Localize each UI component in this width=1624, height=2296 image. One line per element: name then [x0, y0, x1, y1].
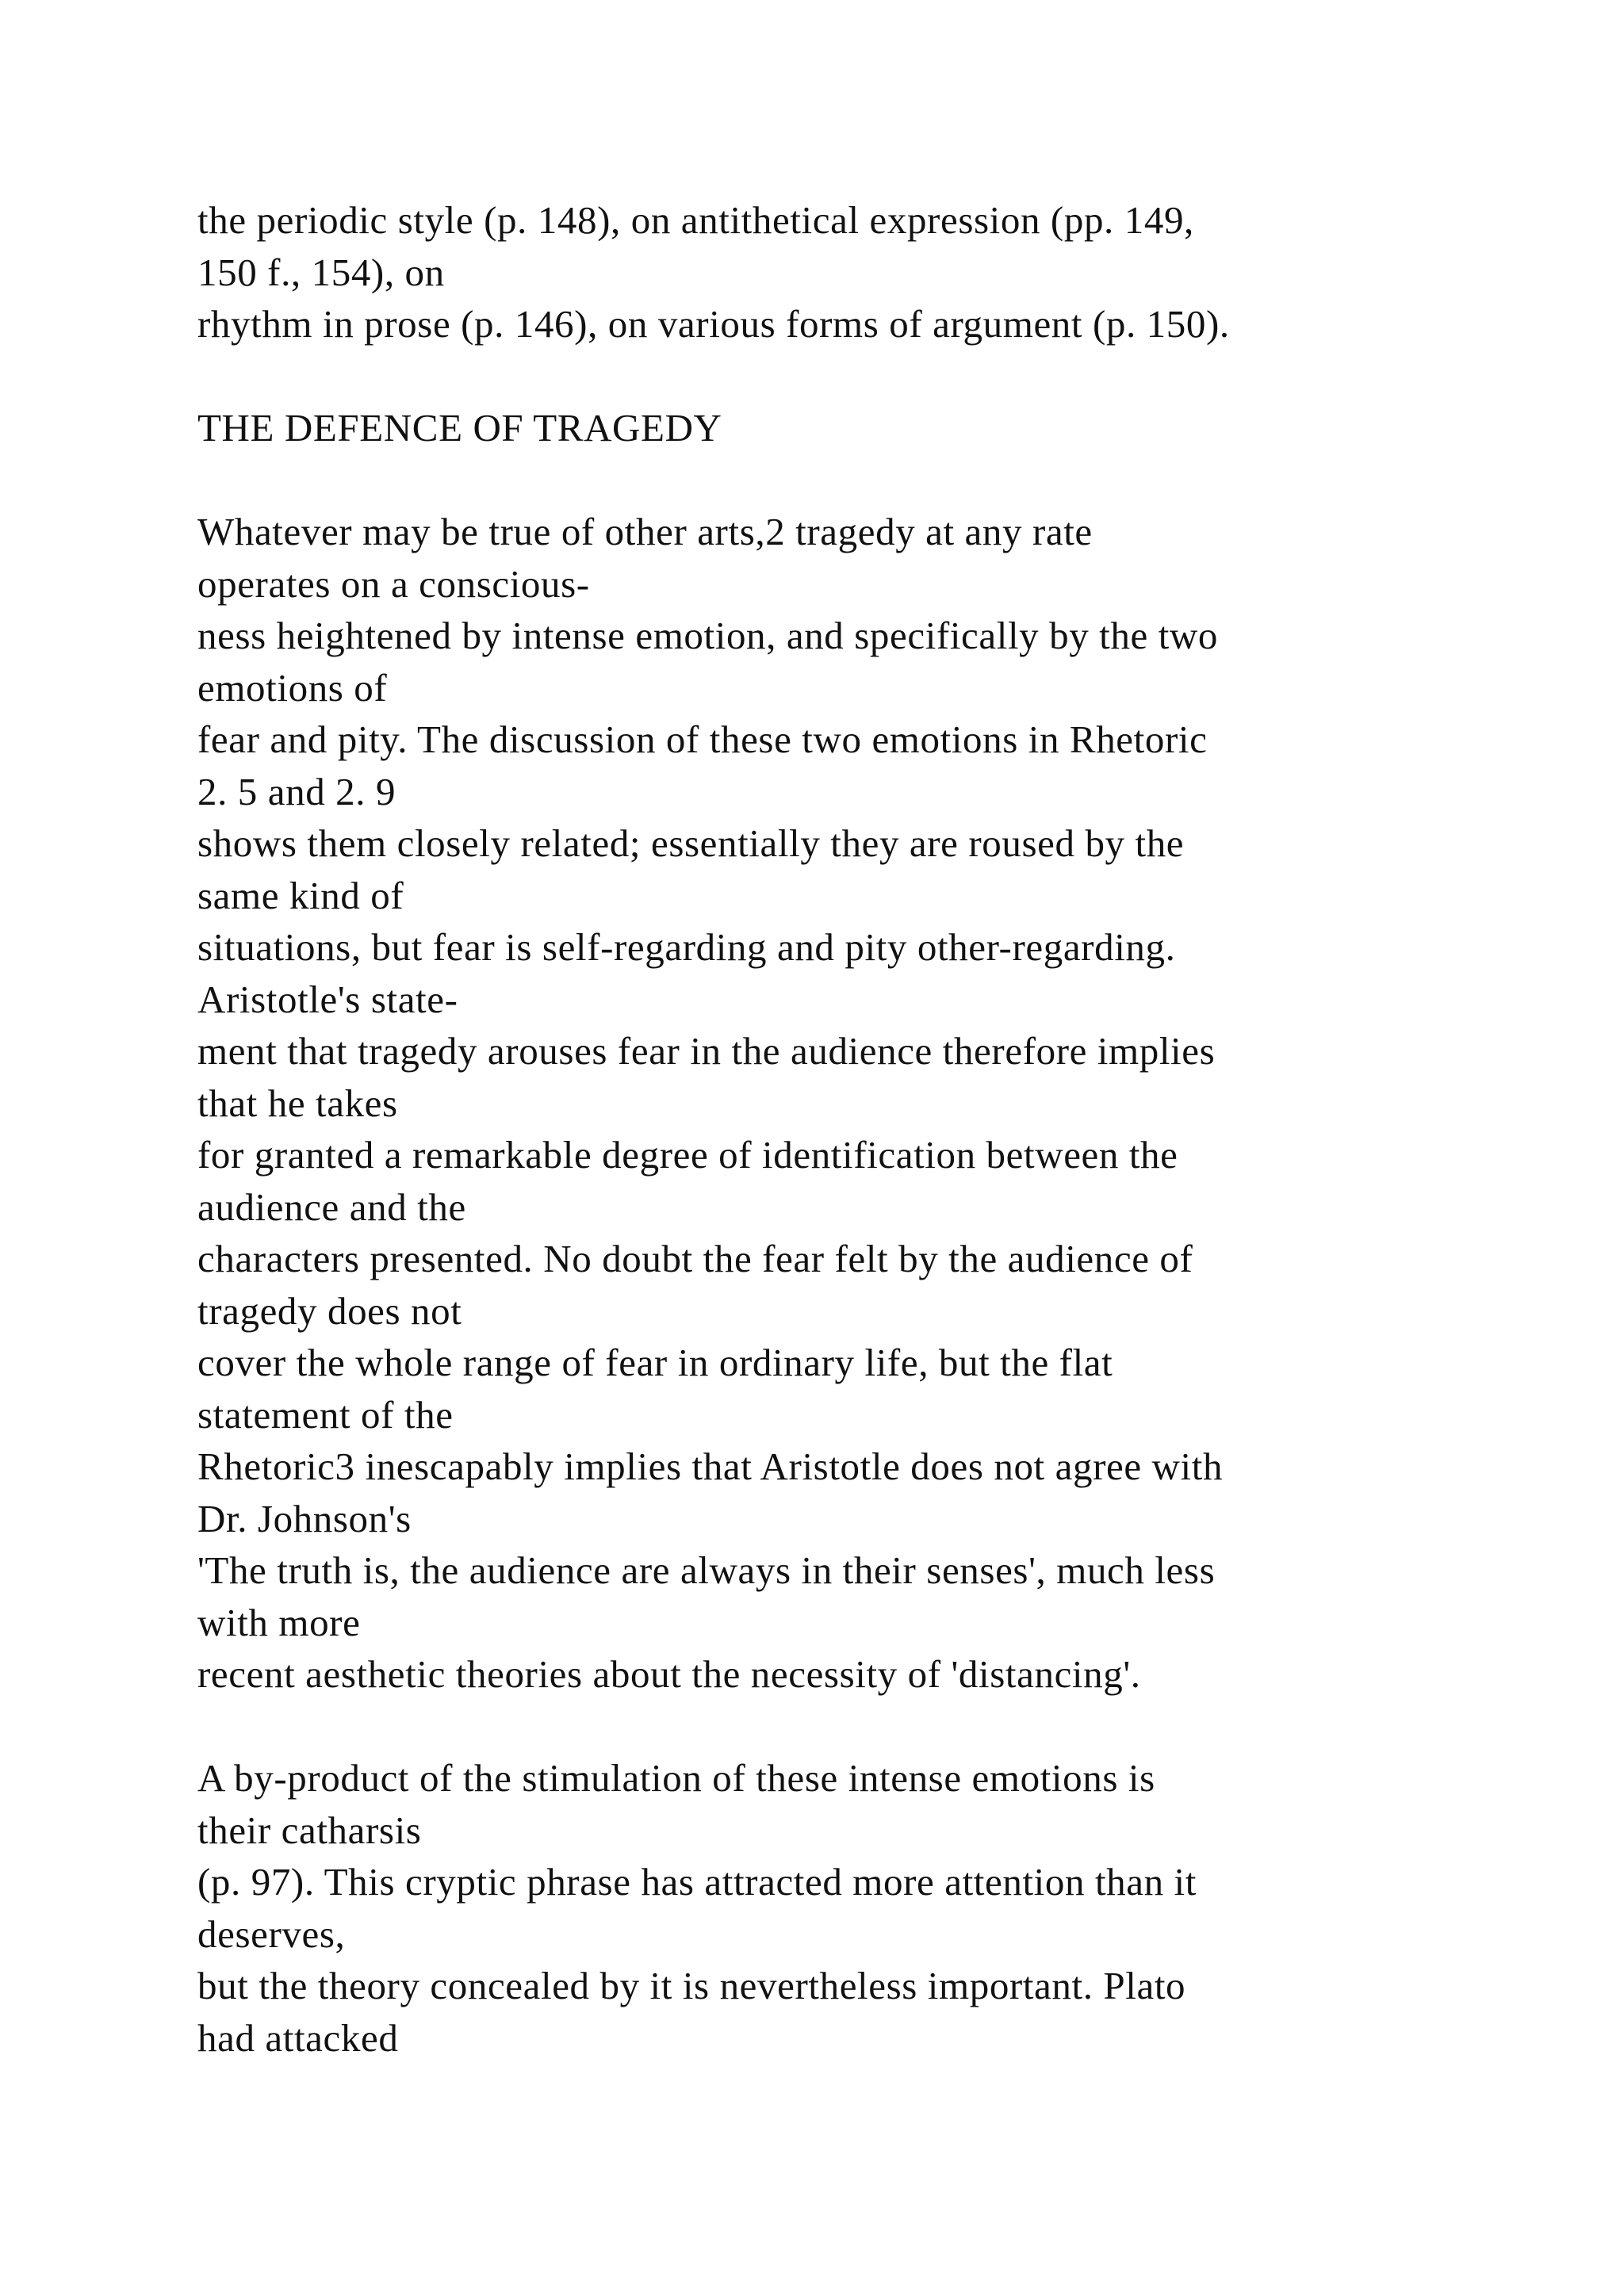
text-line: their catharsis	[197, 1808, 422, 1852]
text-line: Whatever may be true of other arts,2 tragedy at any rate	[197, 510, 1093, 553]
text-line: ment that tragedy arouses fear in the audience therefore implies	[197, 1029, 1216, 1073]
section-heading: THE DEFENCE OF TRAGEDY	[197, 406, 722, 450]
text-line: 150 f., 154), on	[197, 250, 445, 294]
document-text	[197, 194, 1545, 2064]
paragraph-gap	[197, 1701, 1545, 1753]
text-line: rhythm in prose (p. 146), on various forms of argument (p. 150).	[197, 302, 1230, 346]
text-line: ness heightened by intense emotion, and specifically by the two	[197, 614, 1218, 657]
text-line: had attacked	[197, 2015, 399, 2060]
text-line: for granted a remarkable degree of identification between the	[197, 1133, 1178, 1177]
text-line: characters presented. No doubt the fear felt by the audience of	[197, 1237, 1193, 1280]
text-line: emotions of	[197, 665, 388, 710]
text-line: Dr. Johnson's	[197, 1496, 412, 1540]
text-line: Rhetoric3 inescapably implies that Aristotle does not agree with	[197, 1445, 1224, 1488]
text-line: situations, but fear is self-regarding and pity other-regarding.	[197, 925, 1176, 969]
text-line: recent aesthetic theories about the necessity of 'distancing'.	[197, 1652, 1141, 1696]
text-line: but the theory concealed by it is nevertheless important. Plato	[197, 1964, 1186, 2007]
text-line: fear and pity. The discussion of these two emotions in Rhetoric	[197, 718, 1208, 761]
text-line: 'The truth is, the audience are always in their senses', much less	[197, 1548, 1216, 1592]
text-line: shows them closely related; essentially they are roused by the	[197, 821, 1185, 865]
text-line: statement of the	[197, 1392, 454, 1437]
text-line: Aristotle's state-	[197, 977, 458, 1021]
text-line: 2. 5 and 2. 9	[197, 769, 396, 813]
text-line: A by-product of the stimulation of these intense emotions is	[197, 1756, 1155, 1800]
text-line: (p. 97). This cryptic phrase has attracted more attention than it	[197, 1860, 1197, 1904]
text-line: same kind of	[197, 873, 404, 917]
text-line: that he takes	[197, 1081, 398, 1125]
text-line: deserves,	[197, 1911, 346, 1956]
text-line: cover the whole range of fear in ordinary life, but the flat	[197, 1341, 1113, 1384]
paragraph-gap	[197, 454, 1545, 507]
text-line: tragedy does not	[197, 1288, 462, 1333]
text-line: the periodic style (p. 148), on antithetical expression (pp. 149,	[197, 198, 1194, 242]
text-line: operates on a conscious-	[197, 561, 590, 606]
text-line: audience and the	[197, 1184, 466, 1229]
paragraph-gap	[197, 350, 1545, 403]
text-line: with more	[197, 1600, 361, 1644]
